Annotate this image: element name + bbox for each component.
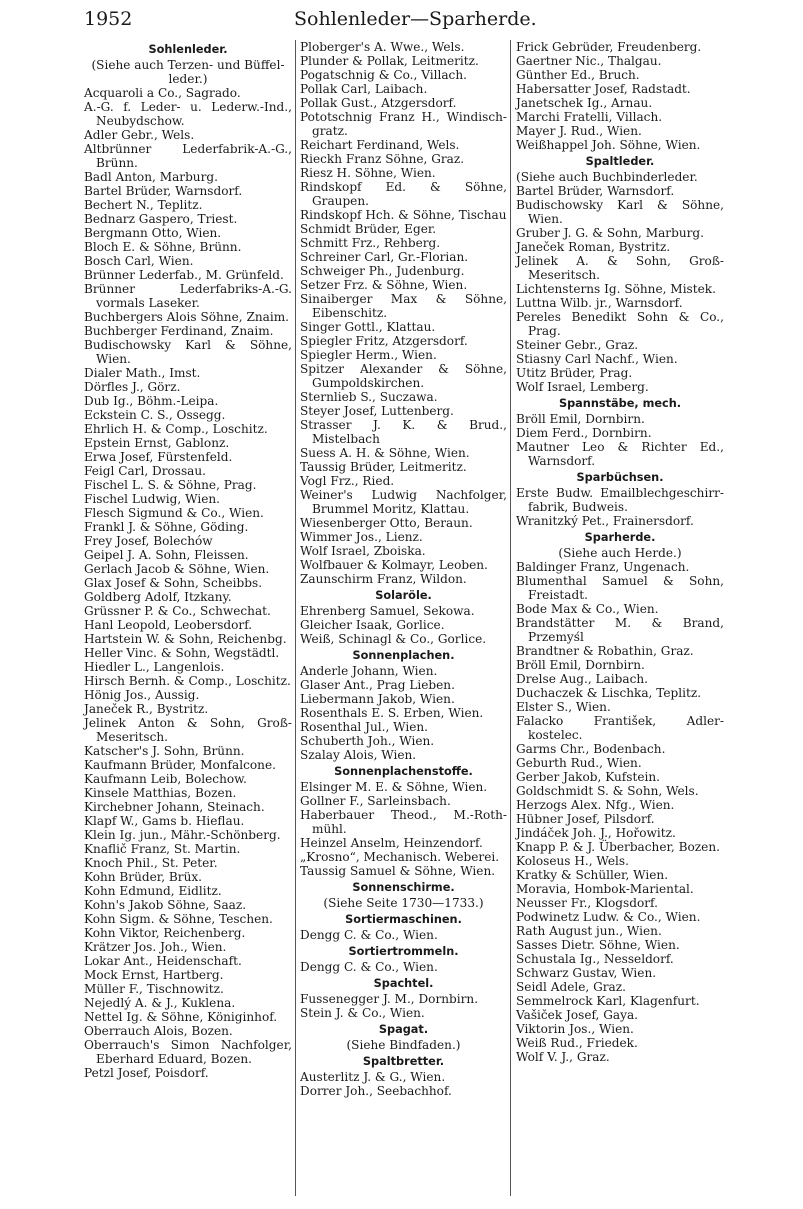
directory-entry: Stiasny Carl Nachf., Wien.: [516, 352, 678, 366]
directory-entry: Rieckh Franz Söhne, Graz.: [300, 152, 465, 166]
directory-entry: Feigl Carl, Drossau.: [84, 464, 207, 478]
directory-entry: Drelse Aug., Laibach.: [516, 672, 648, 686]
cross-reference-note: (Siehe Bindfaden.): [346, 1038, 461, 1052]
directory-entry: Schreiner Carl, Gr.-Florian.: [300, 250, 469, 264]
directory-entry: Knaflič Franz, St. Martin.: [84, 842, 241, 856]
directory-entry: Knapp P. & J. Überbacher, Bozen.: [516, 840, 720, 854]
directory-entry: Nettel Ig. & Söhne, Königinhof.: [84, 1010, 278, 1024]
directory-entry: Spiegler Herm., Wien.: [300, 348, 437, 362]
section-heading: Sonnenplachen.: [352, 649, 455, 662]
cross-reference-note: (Siehe Seite 1730—1733.): [323, 896, 484, 910]
directory-entry: Bergmann Otto, Wien.: [84, 226, 222, 240]
directory-entry: Schustala Ig., Nesseldorf.: [516, 952, 674, 966]
directory-entry: Dengg C. & Co., Wien.: [300, 928, 438, 942]
directory-entry: Elster S., Wien.: [516, 700, 611, 714]
directory-entry: Wolfbauer & Kolmayr, Leoben.: [300, 558, 488, 572]
section-heading: Spagat.: [378, 1023, 429, 1036]
directory-entry: Baldinger Franz, Ungenach.: [516, 560, 690, 574]
column-2: [300, 40, 507, 1098]
directory-entry: Heller Vinc. & Sohn, Wegstädtl.: [84, 646, 280, 660]
column-1: [84, 40, 292, 1080]
section-heading: Sohlenleder.: [148, 43, 228, 56]
directory-entry: Nejedlý A. & J., Kuklena.: [84, 996, 236, 1010]
directory-entry: Geburth Rud., Wien.: [516, 756, 642, 770]
directory-entry: Singer Gottl., Klattau.: [300, 320, 436, 334]
directory-entry: Gerlach Jacob & Söhne, Wien.: [84, 562, 270, 576]
directory-entry: Brandstätter M. & Brand, Przemyśl: [516, 616, 724, 644]
directory-entry: Gollner F., Sarleinsbach.: [300, 794, 451, 808]
directory-entry: Kohn's Jakob Söhne, Saaz.: [84, 898, 247, 912]
directory-entry: Epstein Ernst, Gablonz.: [84, 436, 230, 450]
directory-entry: Wolf Israel, Lemberg.: [516, 380, 649, 394]
directory-entry: Bosch Carl, Wien.: [84, 254, 194, 268]
directory-entry: Mayer J. Rud., Wien.: [516, 124, 642, 138]
directory-entry: Bartel Brüder, Warnsdorf.: [84, 184, 243, 198]
cross-reference-note: (Siehe auch Herde.): [558, 546, 682, 560]
directory-entry: Sinaiberger Max & Söhne, Eibenschitz.: [300, 292, 507, 320]
directory-entry: Weißhappel Joh. Söhne, Wien.: [516, 138, 701, 152]
directory-entry: Schmidt Brüder, Eger.: [300, 222, 437, 236]
directory-entry: Glaser Ant., Prag Lieben.: [300, 678, 455, 692]
directory-entry: Plunder & Pollak, Leitmeritz.: [300, 54, 479, 68]
directory-entry: Ehrlich H. & Comp., Loschitz.: [84, 422, 268, 436]
directory-entry: Sternlieb S., Suczawa.: [300, 390, 438, 404]
directory-entry: Adler Gebr., Wels.: [84, 128, 195, 142]
directory-entry: Müller F., Tischnowitz.: [84, 982, 224, 996]
directory-entry: Bednarz Gaspero, Triest.: [84, 212, 238, 226]
directory-entry: Mock Ernst, Hartberg.: [84, 968, 224, 982]
directory-entry: Heinzel Anselm, Heinzendorf.: [300, 836, 483, 850]
directory-entry: Bode Max & Co., Wien.: [516, 602, 659, 616]
directory-entry: Rosenthal Jul., Wien.: [300, 720, 429, 734]
section-heading: Spaltbretter.: [362, 1055, 445, 1068]
section-heading: Sonnenschirme.: [352, 881, 455, 894]
directory-entry: Hanl Leopold, Leobersdorf.: [84, 618, 253, 632]
directory-entry: Petzl Josef, Poisdorf.: [84, 1066, 209, 1080]
directory-entry: Haberbauer Theod., M.-Roth-mühl.: [300, 808, 507, 836]
directory-entry: Mautner Leo & Richter Ed., Warnsdorf.: [516, 440, 724, 468]
directory-entry: Schwarz Gustav, Wien.: [516, 966, 657, 980]
directory-entry: Dengg C. & Co., Wien.: [300, 960, 438, 974]
directory-entry: Badl Anton, Marburg.: [84, 170, 218, 184]
directory-entry: „Krosno“, Mechanisch. Weberei.: [300, 850, 500, 864]
directory-entry: Gruber J. G. & Sohn, Marburg.: [516, 226, 704, 240]
directory-entry: Kirchebner Johann, Steinach.: [84, 800, 265, 814]
directory-entry: Brünner Lederfab., M. Grünfeld.: [84, 268, 284, 282]
directory-entry: Acquaroli a Co., Sagrado.: [84, 86, 241, 100]
directory-entry: Elsinger M. E. & Söhne, Wien.: [300, 780, 488, 794]
directory-entry: Flesch Sigmund & Co., Wien.: [84, 506, 264, 520]
directory-entry: Buchbergers Alois Söhne, Znaim.: [84, 310, 290, 324]
directory-entry: Gerber Jakob, Kufstein.: [516, 770, 660, 784]
directory-entry: Pogatschnig & Co., Villach.: [300, 68, 467, 82]
directory-entry: Bröll Emil, Dornbirn.: [516, 658, 645, 672]
directory-entry: Strasser J. K. & Brud., Mistelbach: [300, 418, 507, 446]
directory-entry: Kaufmann Brüder, Monfalcone.: [84, 758, 276, 772]
directory-entry: Dorrer Joh., Seebachhof.: [300, 1084, 452, 1098]
directory-entry: Wimmer Jos., Lienz.: [300, 530, 423, 544]
directory-entry: Weiß Rud., Friedek.: [516, 1036, 638, 1050]
directory-entry: Geipel J. A. Sohn, Fleissen.: [84, 548, 249, 562]
directory-entry: Moravia, Hombok-Mariental.: [516, 882, 694, 896]
directory-entry: Goldberg Adolf, Itzkany.: [84, 590, 232, 604]
directory-entry: Rosenthals E. S. Erben, Wien.: [300, 706, 484, 720]
directory-entry: Brünner Lederfabriks-A.-G. vormals Laseker.: [84, 282, 292, 310]
directory-entry: Weiner's Ludwig Nachfolger, Brummel Moritz, Klattau.: [300, 488, 507, 516]
directory-entry: Frick Gebrüder, Freudenberg.: [516, 40, 702, 54]
directory-entry: Austerlitz J. & G., Wien.: [300, 1070, 446, 1084]
directory-entry: Diem Ferd., Dornbirn.: [516, 426, 652, 440]
directory-entry: Zaunschirm Franz, Wildon.: [300, 572, 467, 586]
directory-entry: Kohn Viktor, Reichenberg.: [84, 926, 246, 940]
directory-entry: Pereles Benedikt Sohn & Co., Prag.: [516, 310, 724, 338]
directory-entry: Riesz H. Söhne, Wien.: [300, 166, 436, 180]
directory-entry: Fussenegger J. M., Dornbirn.: [300, 992, 479, 1006]
page-header: [84, 8, 724, 32]
directory-entry: Liebermann Jakob, Wien.: [300, 692, 455, 706]
directory-entry: Schweiger Ph., Judenburg.: [300, 264, 465, 278]
column-divider: [295, 40, 296, 1196]
directory-entry: Steiner Gebr., Graz.: [516, 338, 639, 352]
directory-entry: Wolf V. J., Graz.: [516, 1050, 610, 1064]
directory-entry: Reichart Ferdinand, Wels.: [300, 138, 460, 152]
directory-entry: Pototschnig Franz H., Windisch-gratz.: [300, 110, 507, 138]
directory-entry: Utitz Brüder, Prag.: [516, 366, 633, 380]
directory-entry: Setzer Frz. & Söhne, Wien.: [300, 278, 468, 292]
directory-entry: Oberrauch Alois, Bozen.: [84, 1024, 233, 1038]
directory-entry: Eckstein C. S., Ossegg.: [84, 408, 226, 422]
directory-entry: Dub Ig., Böhm.-Leipa.: [84, 394, 219, 408]
directory-entry: Podwinetz Ludw. & Co., Wien.: [516, 910, 701, 924]
directory-entry: Bartel Brüder, Warnsdorf.: [516, 184, 675, 198]
directory-entry: Kohn Edmund, Eidlitz.: [84, 884, 222, 898]
directory-entry: Anderle Johann, Wien.: [300, 664, 438, 678]
directory-entry: Vogl Frz., Ried.: [300, 474, 395, 488]
directory-entry: Ploberger's A. Wwe., Wels.: [300, 40, 465, 54]
directory-entry: Buchberger Ferdinand, Znaim.: [84, 324, 274, 338]
directory-entry: Pollak Carl, Laibach.: [300, 82, 428, 96]
directory-entry: Herzogs Alex. Nfg., Wien.: [516, 798, 675, 812]
directory-entry: Janetschek Ig., Arnau.: [516, 96, 653, 110]
section-heading: Solaröle.: [375, 589, 432, 602]
directory-entry: Schmitt Frz., Rehberg.: [300, 236, 441, 250]
directory-entry: Oberrauch's Simon Nachfolger, Eberhard Eduard, Bozen.: [84, 1038, 292, 1066]
section-heading: Spachtel.: [373, 977, 434, 990]
directory-entry: Jelinek Anton & Sohn, Groß-Meseritsch.: [84, 716, 292, 744]
directory-entry: Gaertner Nic., Thalgau.: [516, 54, 662, 68]
directory-entry: Rath August jun., Wien.: [516, 924, 662, 938]
directory-entry: A.-G. f. Leder- u. Lederw.-Ind., Neubydschow.: [84, 100, 292, 128]
directory-entry: Klapf W., Gams b. Hieflau.: [84, 814, 245, 828]
directory-entry: Taussig Samuel & Söhne, Wien.: [300, 864, 496, 878]
directory-entry: Spiegler Fritz, Atzgersdorf.: [300, 334, 468, 348]
directory-entry: Ehrenberg Samuel, Sekowa.: [300, 604, 475, 618]
directory-entry: Frey Josef, Bolechów: [84, 534, 213, 548]
directory-entry: Kaufmann Leib, Bolechow.: [84, 772, 247, 786]
section-heading: Sparherde.: [584, 531, 656, 544]
directory-entry: Koloseus H., Wels.: [516, 854, 629, 868]
directory-entry: Marchi Fratelli, Villach.: [516, 110, 663, 124]
section-heading: Sonnenplachenstoffe.: [334, 765, 473, 778]
directory-entry: Bloch E. & Söhne, Brünn.: [84, 240, 242, 254]
directory-entry: Sasses Dietr. Söhne, Wien.: [516, 938, 680, 952]
directory-entry: Wolf Israel, Zboiska.: [300, 544, 426, 558]
page-title: Sohlenleder—Sparherde.: [294, 8, 537, 30]
section-heading: Sortiermaschinen.: [345, 913, 462, 926]
directory-entry: Hartstein W. & Sohn, Reichenbg.: [84, 632, 287, 646]
directory-entry: Seidl Adele, Graz.: [516, 980, 626, 994]
directory-entry: Duchaczek & Lischka, Teplitz.: [516, 686, 702, 700]
directory-entry: Gleicher Isaak, Gorlice.: [300, 618, 445, 632]
directory-entry: Rindskopf Hch. & Söhne, Tischau: [300, 208, 507, 222]
directory-entry: Steyer Josef, Luttenberg.: [300, 404, 454, 418]
directory-entry: Viktorin Jos., Wien.: [516, 1022, 634, 1036]
directory-entry: Szalay Alois, Wien.: [300, 748, 417, 762]
directory-entry: Erwa Josef, Fürstenfeld.: [84, 450, 233, 464]
cross-reference-note: (Siehe auch Terzen- und Büffel-leder.): [91, 58, 285, 86]
directory-entry: Jindáček Joh. J., Hořowitz.: [516, 826, 676, 840]
directory-entry: Wiesenberger Otto, Beraun.: [300, 516, 473, 530]
directory-entry: Pollak Gust., Atzgersdorf.: [300, 96, 457, 110]
column-3: [516, 40, 724, 1064]
directory-entry: Lichtensterns Ig. Söhne, Mistek.: [516, 282, 716, 296]
directory-entry: Brandtner & Robathin, Graz.: [516, 644, 694, 658]
directory-entry: Katscher's J. Sohn, Brünn.: [84, 744, 245, 758]
directory-entry: Hirsch Bernh. & Comp., Loschitz.: [84, 674, 291, 688]
directory-entry: (Siehe auch Buchbinderleder.: [516, 170, 698, 184]
directory-entry: Habersatter Josef, Radstadt.: [516, 82, 691, 96]
directory-entry: Spitzer Alexander & Söhne, Gumpoldskirchen.: [300, 362, 507, 390]
directory-entry: Janeček Roman, Bystritz.: [516, 240, 671, 254]
directory-entry: Schuberth Joh., Wien.: [300, 734, 435, 748]
directory-entry: Kinsele Matthias, Bozen.: [84, 786, 237, 800]
directory-entry: Knoch Phil., St. Peter.: [84, 856, 218, 870]
directory-entry: Blumenthal Samuel & Sohn, Freistadt.: [516, 574, 724, 602]
directory-entry: Fischel L. S. & Söhne, Prag.: [84, 478, 257, 492]
directory-entry: Krätzer Jos. Joh., Wien.: [84, 940, 227, 954]
directory-entry: Günther Ed., Bruch.: [516, 68, 640, 82]
directory-entry: Luttna Wilb. jr., Warnsdorf.: [516, 296, 683, 310]
directory-entry: Frankl J. & Söhne, Göding.: [84, 520, 249, 534]
directory-entry: Vašiček Josef, Gaya.: [516, 1008, 638, 1022]
directory-entry: Klein Ig. jun., Mähr.-Schönberg.: [84, 828, 281, 842]
directory-entry: Jelinek A. & Sohn, Groß-Meseritsch.: [516, 254, 724, 282]
directory-entry: Suess A. H. & Söhne, Wien.: [300, 446, 470, 460]
directory-entry: Hönig Jos., Aussig.: [84, 688, 200, 702]
directory-entry: Hübner Josef, Pilsdorf.: [516, 812, 655, 826]
directory-entry: Semmelrock Karl, Klagenfurt.: [516, 994, 700, 1008]
directory-entry: Bechert N., Teplitz.: [84, 198, 203, 212]
directory-entry: Neusser Fr., Klogsdorf.: [516, 896, 658, 910]
directory-entry: Kohn Sigm. & Söhne, Teschen.: [84, 912, 273, 926]
directory-entry: Erste Budw. Emailblechgeschirr-fabrik, Budweis.: [516, 486, 724, 514]
directory-entry: Glax Josef & Sohn, Scheibbs.: [84, 576, 263, 590]
section-heading: Sparbüchsen.: [576, 471, 664, 484]
section-heading: Spannstäbe, mech.: [558, 397, 682, 410]
directory-entry: Garms Chr., Bodenbach.: [516, 742, 666, 756]
directory-entry: Janeček R., Bystritz.: [84, 702, 209, 716]
directory-entry: Lokar Ant., Heidenschaft.: [84, 954, 242, 968]
directory-entry: Dörfles J., Görz.: [84, 380, 181, 394]
page-number: 1952: [84, 8, 133, 30]
directory-entry: Wranitzký Pet., Frainersdorf.: [516, 514, 694, 528]
directory-entry: Bröll Emil, Dornbirn.: [516, 412, 645, 426]
directory-entry: Budischowsky Karl & Söhne, Wien.: [516, 198, 724, 226]
directory-entry: Fischel Ludwig, Wien.: [84, 492, 220, 506]
directory-entry: Stein J. & Co., Wien.: [300, 1006, 425, 1020]
directory-entry: Kratky & Schüller, Wien.: [516, 868, 669, 882]
directory-entry: Goldschmidt S. & Sohn, Wels.: [516, 784, 699, 798]
directory-entry: Falacko František, Adler-kostelec.: [516, 714, 724, 742]
directory-entry: Budischowsky Karl & Söhne, Wien.: [84, 338, 292, 366]
section-heading: Sortiertrommeln.: [348, 945, 459, 958]
directory-entry: Rindskopf Ed. & Söhne, Graupen.: [300, 180, 507, 208]
directory-entry: Taussig Brüder, Leitmeritz.: [300, 460, 467, 474]
directory-entry: Dialer Math., Imst.: [84, 366, 201, 380]
directory-entry: Altbrünner Lederfabrik-A.-G., Brünn.: [84, 142, 292, 170]
column-divider: [510, 40, 511, 1196]
directory-entry: Weiß, Schinagl & Co., Gorlice.: [300, 632, 487, 646]
directory-entry: Kohn Brüder, Brüx.: [84, 870, 203, 884]
directory-entry: Hiedler L., Langenlois.: [84, 660, 225, 674]
section-heading: Spaltleder.: [585, 155, 655, 168]
directory-entry: Grüssner P. & Co., Schwechat.: [84, 604, 271, 618]
